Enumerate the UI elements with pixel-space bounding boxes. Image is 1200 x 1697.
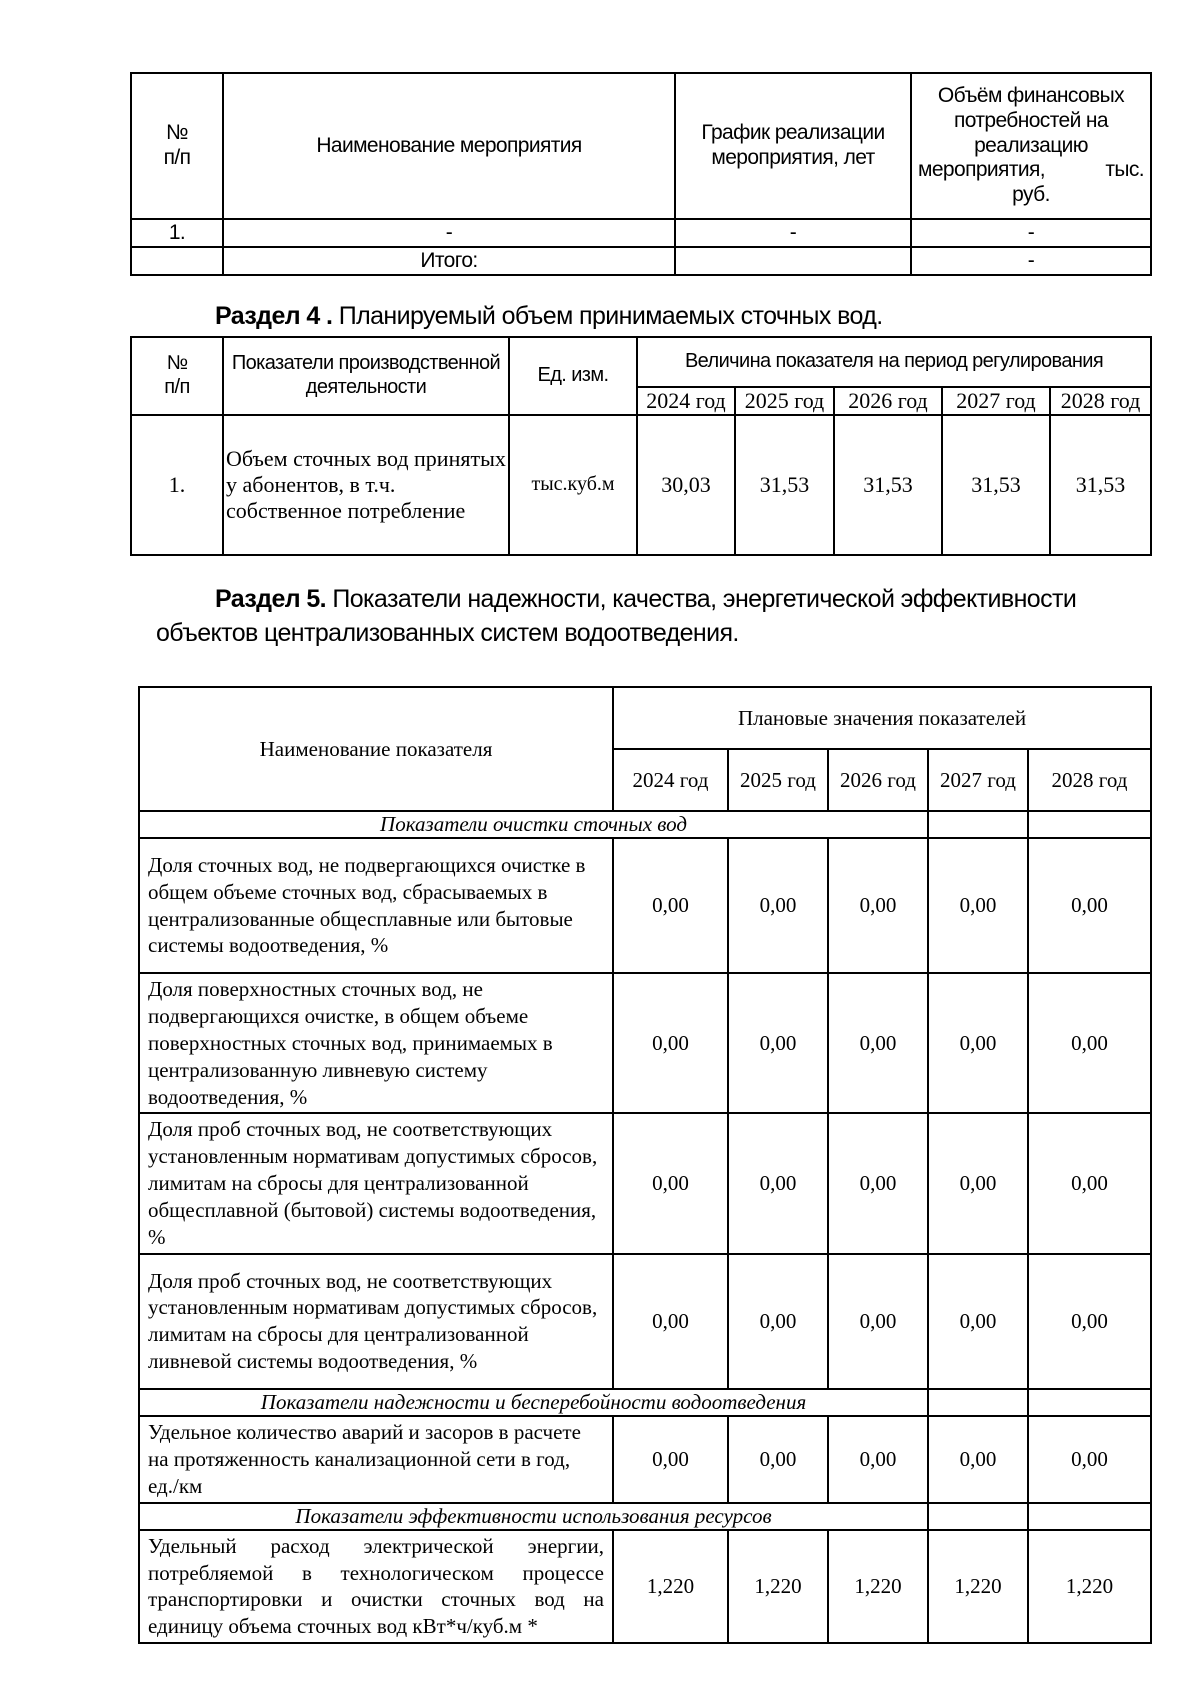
indicator-name: Доля сточных вод, не подвергающихся очистке в общем объеме сточных вод, сбрасываемых в централизованные общесплавные или бытовые системы водоотведения, %: [139, 838, 613, 973]
indicator-value: 0,00: [728, 973, 828, 1113]
indicator-value: 0,00: [828, 1254, 928, 1389]
indicator-value: 0,00: [828, 1113, 928, 1253]
indicator-name: Доля проб сточных вод, не соответствующих установленным нормативам допустимых сбросов, лимитам на сбросы для централизованной общесплавной (бытовой) системы водоотведения, %: [139, 1113, 613, 1253]
total-row: [131, 247, 1151, 275]
table-row: [139, 838, 1151, 973]
category-cleaning: Показатели очистки сточных вод: [139, 811, 928, 838]
section5-heading-bold: Раздел 5.: [215, 585, 327, 613]
category-row: [139, 1389, 1151, 1416]
cell-value: 30,03: [637, 415, 735, 555]
cell-value: 31,53: [1050, 415, 1151, 555]
indicator-name: Удельное количество аварий и засоров в расчете на протяженность канализационной сети в год, ед./км: [139, 1416, 613, 1503]
total-finance: -: [911, 247, 1151, 275]
indicator-value: 0,00: [1028, 1254, 1151, 1389]
section4-heading-bold: Раздел 4 .: [215, 302, 333, 330]
category-row: [139, 811, 1151, 838]
header-plan: Плановые значения показателей: [613, 687, 1151, 749]
section4-heading: [215, 300, 883, 334]
cell-name: -: [223, 219, 675, 247]
total-label: Итого:: [223, 247, 675, 275]
indicator-value: 0,00: [728, 1113, 828, 1253]
indicator-name: Доля поверхностных сточных вод, не подвергающихся очистке, в общем объеме поверхностных сточных вод, принимаемых в централизованную ливневую систему водоотведения, %: [139, 973, 613, 1113]
cell-value: 31,53: [942, 415, 1050, 555]
header-num: № п/п: [131, 337, 223, 415]
header-period: Величина показателя на период регулирования: [637, 337, 1151, 387]
indicator-value: 0,00: [1028, 838, 1151, 973]
header-year: 2024 год: [637, 387, 735, 415]
category-efficiency: Показатели эффективности использования ресурсов: [139, 1503, 928, 1530]
header-measure-name: Наименование мероприятия: [223, 73, 675, 219]
category-reliability: Показатели надежности и бесперебойности водоотведения: [139, 1389, 928, 1416]
indicator-value: 0,00: [928, 973, 1028, 1113]
indicator-value: 0,00: [828, 973, 928, 1113]
header-finance-line3: руб.: [1012, 183, 1050, 207]
indicator-name: Удельный расход электрической энергии, потребляемой в технологическом процессе транспортировки и очистки сточных вод на единицу объема сточных вод кВт*ч/куб.м *: [139, 1530, 613, 1644]
section4-heading-text: Планируемый объем принимаемых сточных вод.: [332, 302, 883, 330]
header-indicator: Показатели производственной деятельности: [223, 337, 509, 415]
indicator-value: 1,220: [613, 1530, 728, 1644]
indicator-value: 0,00: [828, 838, 928, 973]
header-year: 2026 год: [828, 749, 928, 811]
indicator-name: Доля проб сточных вод, не соответствующих установленным нормативам допустимых сбросов, лимитам на сбросы для централизованной ливневой системы водоотведения, %: [139, 1254, 613, 1389]
header-schedule: График реализации мероприятия, лет: [675, 73, 911, 219]
indicator-value: 0,00: [613, 1113, 728, 1253]
indicator-value: 0,00: [613, 838, 728, 973]
cell-value: 31,53: [834, 415, 942, 555]
header-year: 2028 год: [1028, 749, 1151, 811]
table-row: [139, 1113, 1151, 1253]
table-row: [131, 219, 1151, 247]
indicator-value: 0,00: [613, 973, 728, 1113]
indicator-value: 0,00: [928, 1416, 1028, 1503]
header-year: 2024 год: [613, 749, 728, 811]
indicator-value: 0,00: [728, 838, 828, 973]
section5-heading-text: Показатели надежности, качества, энергетической эффективности объектов централизованных систем водоотведения.: [156, 585, 1077, 647]
table-row: [131, 415, 1151, 555]
indicator-value: 0,00: [613, 1254, 728, 1389]
header-finance: [911, 73, 1151, 219]
category-row: [139, 1503, 1151, 1530]
indicator-value: 1,220: [728, 1530, 828, 1644]
indicator-value: 0,00: [928, 1113, 1028, 1253]
header-year: 2027 год: [942, 387, 1050, 415]
indicators-table: [138, 686, 1152, 1644]
cell-indicator: Объем сточных вод принятых у абонентов, в т.ч. собственное потребление: [223, 415, 509, 555]
indicator-value: 0,00: [828, 1416, 928, 1503]
measures-table: [130, 72, 1152, 276]
header-year: 2025 год: [728, 749, 828, 811]
indicator-value: 0,00: [728, 1254, 828, 1389]
header-unit: Ед. изм.: [509, 337, 637, 415]
indicator-value: 1,220: [1028, 1530, 1151, 1644]
indicator-value: 1,220: [828, 1530, 928, 1644]
header-year: 2028 год: [1050, 387, 1151, 415]
section5-heading: [156, 583, 1150, 651]
header-num: № п/п: [131, 73, 223, 219]
cell-num: 1.: [131, 219, 223, 247]
header-finance-line2b: тыс.: [1105, 158, 1144, 182]
indicator-value: 0,00: [1028, 1416, 1151, 1503]
header-indicator-name: Наименование показателя: [139, 687, 613, 811]
indicator-value: 0,00: [728, 1416, 828, 1503]
header-finance-line2a: мероприятия,: [918, 158, 1045, 182]
wastewater-volume-table: [130, 336, 1152, 556]
indicator-value: 0,00: [1028, 973, 1151, 1113]
cell-num: 1.: [131, 415, 223, 555]
table-row: [139, 1416, 1151, 1503]
indicator-value: 0,00: [928, 1254, 1028, 1389]
header-finance-line1: Объём финансовых потребностей на реализацию: [937, 84, 1125, 157]
header-year: 2026 год: [834, 387, 942, 415]
table-row: [139, 973, 1151, 1113]
indicator-value: 0,00: [928, 838, 1028, 973]
cell-finance: -: [911, 219, 1151, 247]
header-year: 2027 год: [928, 749, 1028, 811]
indicator-value: 0,00: [1028, 1113, 1151, 1253]
indicator-value: 0,00: [613, 1416, 728, 1503]
indicator-value: 1,220: [928, 1530, 1028, 1644]
table-row: [139, 1530, 1151, 1644]
cell-schedule: -: [675, 219, 911, 247]
header-year: 2025 год: [735, 387, 834, 415]
cell-unit: тыс.куб.м: [509, 415, 637, 555]
cell-value: 31,53: [735, 415, 834, 555]
table-row: [139, 1254, 1151, 1389]
